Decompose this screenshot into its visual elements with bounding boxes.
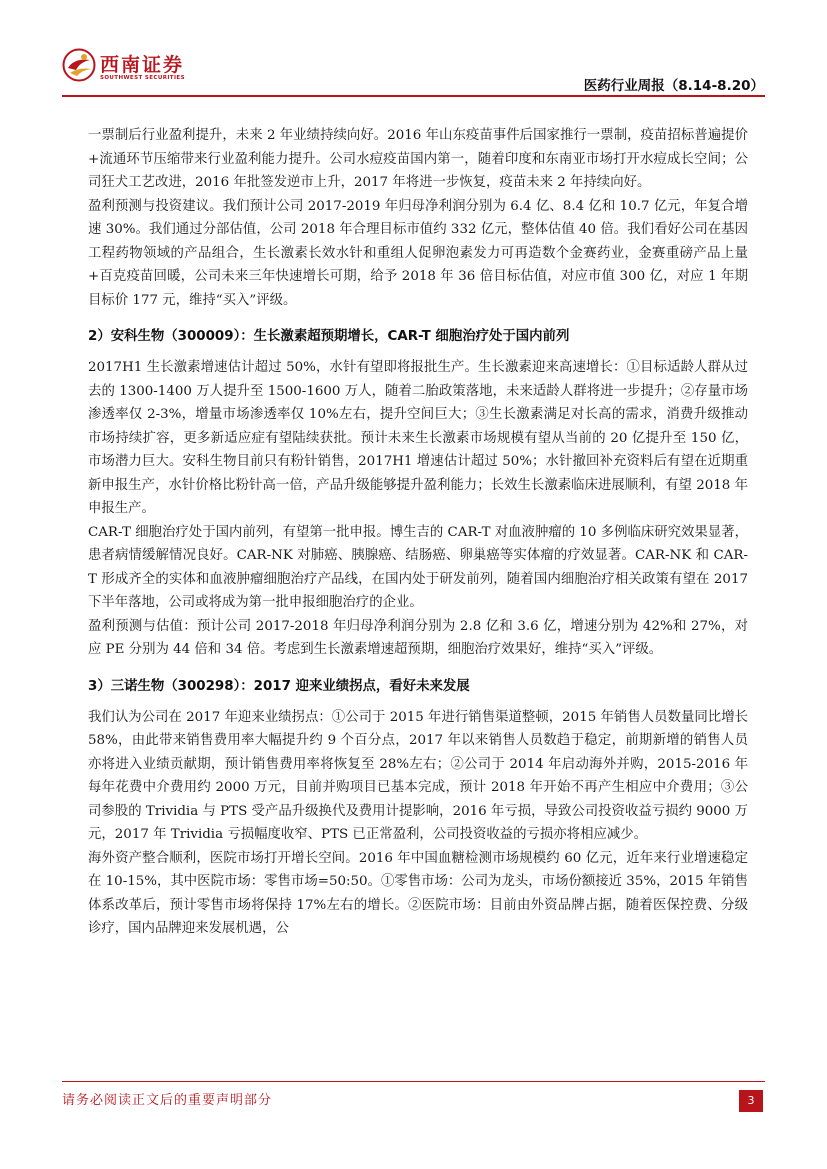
paragraph-3: 2017H1 生长激素增速估计超过 50%，水针有望即将报批生产。生长激素迎来高速增长：①目标适龄人群从过去的 1300-1400 万人提升至 1500-1600 万人，随着二胎政策落地，未来适龄人群将进一步提升；②存量市场渗透率仅 2-3%，增量市场渗透率仅 10%左右，提升空间巨大；③生长激素满足对长高的需求，消费升级推动市场持续扩容，更多新适应症有望陆续获批。预计未来生长激素市场规模有望从当前的 20 亿提升至 150 亿，市场潜力巨大。安科生物目前只有粉针销售，2017H1 增速估计超过 50%；水针撤回补充资料后有望在近期重新申报生产，水针价格比粉针高一倍，产品升级能够提升盈利能力；长效生长激素临床进展顺利，有望 2018 年申报生产。	[88, 360, 748, 516]
paragraph-4: CAR-T 细胞治疗处于国内前列，有望第一批申报。博生吉的 CAR-T 对血液肿瘤的 10 多例临床研究效果显著，患者病情缓解情况良好。CAR-NK 对肺癌、胰腺癌、结肠癌、卵巢癌等实体瘤的疗效显著。CAR-NK 和 CAR-T 形成齐全的实体和血液肿瘤细胞治疗产品线，在国内处于研发前列，随着国内细胞治疗相关政策有望在 2017 下半年落地，公司或将成为第一批申报细胞治疗的企业。	[88, 524, 748, 610]
report-title: 医药行业周报（8.14-8.20）	[583, 78, 764, 94]
paragraph-6: 我们认为公司在 2017 年迎来业绩拐点：①公司于 2015 年进行销售渠道整顿，2015 年销售人员数量同比增长 58%，由此带来销售费用率大幅提升约 9 个百分点，2017 年以来销售人员数趋于稳定，前期新增的销售人员亦将进入业绩贡献期，预计销售费用率将恢复至 28%左右；②公司于 2014 年启动海外并购，2015-2016 年每年花费中介费用约 2000 万元，目前并购项目已基本完成，预计 2018 年开始不再产生相应中介费用；③公司参股的 Trividia 与 PTS 受产品升级换代及费用计提影响，2016 年亏损，导致公司投资收益亏损约 9000 万元，2017 年 Trividia 亏损幅度收窄、PTS 已正常盈利，公司投资收益的亏损亦将相应减少。	[88, 709, 748, 842]
section-heading-anke: 2）安科生物（300009）：生长激素超预期增长，CAR-T 细胞治疗处于国内前列	[88, 329, 570, 344]
page-header	[0, 0, 827, 100]
paragraph-7: 海外资产整合顺利，医院市场打开增长空间。2016 年中国血糖检测市场规模约 60 亿元，近年来行业增速稳定在 10-15%，其中医院市场：零售市场=50:50。①零售市场：公司为龙头，市场份额接近 35%，2015 年销售体系改革后，预计零售市场将保持 17%左右的增长。②医院市场：目前由外资品牌占据，随着医保控费、分级诊疗，国内品牌迎来发展机遇，公	[88, 850, 748, 936]
logo-chinese-text: 西南证券	[100, 54, 185, 76]
main-content	[88, 124, 748, 941]
page-number: 3	[739, 1090, 763, 1112]
paragraph-2: 盈利预测与投资建议。我们预计公司 2017-2019 年归母净利润分别为 6.4 亿、8.4 亿和 10.7 亿元，年复合增速 30%。我们通过分部估值，公司 2018 年合理目标市值约 332 亿元，整体估值 40 倍。我们看好公司在基因工程药物领域的产品组合，生长激素长效水针和重组人促卵泡素发力可再造数个金赛药业，金赛重磅产品上量+百克疫苗回暖，公司未来三年快速增长可期，给予 2018 年 36 倍目标估值，对应市值 300 亿，对应 1 年期目标价 177 元，维持“买入”评级。	[88, 198, 748, 308]
logo-english-text: SOUTHWEST SECURITIES	[100, 75, 185, 81]
disclaimer-note: 请务必阅读正文后的重要声明部分	[62, 1093, 273, 1108]
footer-divider	[62, 1081, 765, 1082]
section-heading-sannuo: 3）三诺生物（300298）：2017 迎来业绩拐点，看好未来发展	[88, 678, 470, 694]
paragraph-5: 盈利预测与估值：预计公司 2017-2018 年归母净利润分别为 2.8 亿和 3.6 亿，增速分别为 42%和 27%，对应 PE 分别为 44 倍和 34 倍。考虑到生长激素增速超预期，细胞治疗效果好，维持“买入”评级。	[88, 618, 748, 657]
paragraph-1: 一票制后行业盈利提升，未来 2 年业绩持续向好。2016 年山东疫苗事件后国家推行一票制，疫苗招标普遍提价+流通环节压缩带来行业盈利能力提升。公司水痘疫苗国内第一，随着印度和东南亚市场打开水痘成长空间；公司狂犬工艺改进，2016 年批签发逆市上升，2017 年将进一步恢复，疫苗未来 2 年持续向好。	[88, 128, 748, 190]
header-divider	[62, 95, 765, 97]
logo-emblem-icon	[62, 48, 96, 82]
company-logo	[62, 48, 185, 88]
